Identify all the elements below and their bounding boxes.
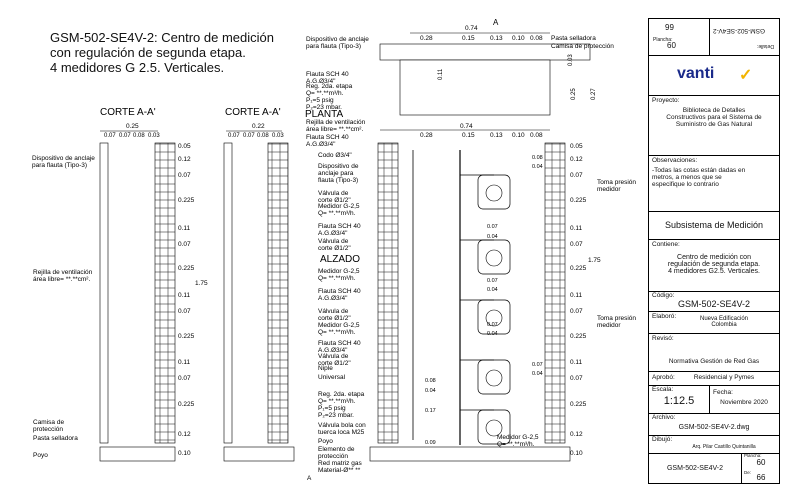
tb-reviso-row [649, 333, 779, 372]
planta-vert-2: 0.03 [568, 54, 574, 66]
alzado-dim-3: 0.13 [490, 132, 503, 139]
left-anclaje-label: Dispositivo de anclaje para flauta (Tipo-3) [32, 155, 95, 169]
alzado-label-6: Medidor G-2,5 Q= **.**m³/h. [318, 268, 360, 282]
medidor-bottom-label: Medidor G-2,5 Q= **.**m³/h. [497, 434, 539, 448]
tb-escala-row [649, 385, 779, 414]
left-camisa-label: Camisa de protección [33, 419, 65, 433]
meter-0 [478, 175, 510, 209]
vdim-left-9: 0.225 [178, 333, 195, 340]
tb-dibujo-row [649, 435, 779, 454]
vdim-left-6: 0.225 [178, 265, 195, 272]
vdim-left-3: 0.225 [178, 197, 195, 204]
tb-proyecto-row [649, 95, 779, 156]
vdim-right-14: 0.10 [570, 450, 583, 457]
alzado-title: ALZADO [320, 254, 361, 265]
alzado-small-dim-2: 0.07 [487, 224, 498, 230]
total-height-left: 1.75 [195, 280, 208, 287]
tb-plancha2: 60 [756, 458, 766, 467]
tb-escala: 1:12.5 [663, 395, 695, 407]
tb-contiene-lbl: Contiene: [652, 241, 680, 248]
tb-code-bottom: GSM-502-SE4V-2 [666, 465, 724, 472]
left-poyo-label: Poyo [33, 452, 48, 459]
vdim-left-5: 0.07 [178, 241, 191, 248]
corte-2-dim-2: 0.07 [243, 133, 255, 139]
corte-2-view [224, 107, 294, 461]
alzado-dim-0: 0.74 [460, 123, 473, 130]
alzado-small-dim-5: 0.04 [487, 287, 498, 293]
alzado-small-dim-1: 0.04 [532, 164, 543, 170]
planta-title: PLANTA [305, 109, 344, 120]
alzado-dim-2: 0.15 [462, 132, 475, 139]
corte-1-view [100, 107, 175, 461]
corte-2-dim-4: 0.03 [272, 133, 284, 139]
corte-1-title: CORTE A-A' [100, 107, 156, 118]
meter-2 [478, 300, 510, 334]
vdim-left-2: 0.07 [178, 172, 191, 179]
vdim-right-6: 0.225 [570, 265, 587, 272]
tb-codigo: GSM-502-SE4V-2 [677, 299, 751, 309]
tb-elaboro-row [649, 311, 779, 334]
planta-dim-1: 0.28 [420, 35, 433, 42]
corte-1-dim-4: 0.03 [148, 133, 160, 139]
alzado-label-2: Válvula de corte Ø1/2" [318, 190, 351, 204]
vanti-check-icon: ✓ [739, 67, 753, 84]
tb-contiene: Centro de medición con regulación de segunda etapa. 4 medidores G2.5. Verticales. [667, 254, 761, 275]
vdim-right-7: 0.11 [570, 292, 583, 299]
alzado-dim-4: 0.10 [512, 132, 525, 139]
tb-proyecto: Biblioteca de Detalles Constructivos para el Sistema de Suministro de Gas Natural [666, 107, 762, 128]
tb-elaboro-lbl: Elaboró: [652, 313, 677, 320]
vdim-left-1: 0.12 [178, 156, 191, 163]
corte-2-dim-1: 0.07 [228, 133, 240, 139]
vdim-left-0: 0.05 [178, 143, 191, 150]
vdim-left-11: 0.07 [178, 375, 191, 382]
tb-detalle-lbl: Detalle: [757, 43, 774, 49]
tb-plancha2-lbl: Plancha: [744, 453, 762, 458]
tb-codigo-lbl: Código: [652, 292, 675, 299]
meter-1 [478, 240, 510, 274]
alzado-label-13: Universal [318, 374, 346, 381]
vdim-right-4: 0.11 [570, 225, 583, 232]
planta-flauta-label: Flauta SCH 40 A.G.Ø3/4" [306, 71, 349, 85]
tb-subsistema-row [649, 211, 779, 240]
alzado-label-0: Codo Ø3/4" [318, 152, 352, 159]
alzado-small-dim-3: 0.04 [487, 234, 498, 240]
section-marker-a: A [493, 18, 499, 27]
tb-plancha-lbl: Plancha: [653, 37, 673, 43]
vdim-left-14: 0.10 [178, 450, 191, 457]
corte-1-dim-2: 0.07 [119, 133, 131, 139]
corte-2-dim-0: 0.22 [252, 123, 265, 130]
planta-vert-3: 0.11 [438, 68, 444, 80]
tb-reviso-lbl: Revisó: [652, 335, 674, 342]
left-rejilla-label: Rejilla de ventilación área libre= **.**cm². [33, 269, 93, 283]
corte-1-dim-1: 0.07 [104, 133, 116, 139]
tb-header [649, 19, 779, 56]
alzado-label-16: Poyo [318, 438, 333, 445]
left-labels [32, 155, 95, 459]
corte-2-title: CORTE A-A' [225, 107, 281, 118]
alzado-label-8: Válvula de corte Ø1/2" [318, 308, 351, 322]
vdim-right-1: 0.12 [570, 156, 583, 163]
alzado-labels [318, 152, 366, 474]
tb-obs-row [649, 155, 779, 212]
planta-sellad-label: Pasta selladora [551, 35, 596, 42]
alzado-label-15: Válvula bola con tuerca loca M25 [318, 422, 366, 436]
alzado-label-18: Red matriz gas Material-Ø** ** [318, 460, 362, 474]
vdim-right-11: 0.07 [570, 375, 583, 382]
tb-aprobo-lbl: Aprobó: [652, 374, 675, 381]
alzado-label-4: Flauta SCH 40 A.G.Ø3/4" [318, 223, 361, 237]
corte-1-dim-0: 0.25 [126, 123, 139, 130]
tb-elaboro: Nueva Edificación Colombia [699, 316, 749, 328]
tb-num-top: 99 [665, 23, 674, 32]
left-sellad-label: Pasta selladora [33, 435, 78, 442]
alzado-label-5: Válvula de corte Ø1/2" [318, 238, 351, 252]
tb-fecha-lbl: Fecha: [713, 389, 733, 396]
alzado-label-14: Reg. 2da. etapa Q= **.**m³/h. P₁=5 psig P₂=23 mbar. [318, 391, 365, 419]
section-marker-a-bottom: A [307, 475, 312, 482]
alzado-small-dim-6: 0.07 [487, 322, 498, 328]
alzado-small-dim-13: 0.09 [425, 440, 436, 446]
vdim-left-8: 0.07 [178, 308, 191, 315]
meter-3 [478, 360, 510, 394]
alzado-small-dim-11: 0.04 [425, 388, 436, 394]
vertical-dimensions-right [570, 143, 587, 457]
alzado-label-1: Dispositivo de anclaje para flauta (Tipo-3) [318, 163, 359, 184]
vertical-dimensions [178, 143, 195, 457]
planta-dim-2: 0.15 [462, 35, 475, 42]
tb-fecha: Noviembre 2020 [720, 399, 768, 406]
tb-escala-lbl: Escala: [652, 386, 674, 393]
vanti-logo: vanti [677, 65, 715, 82]
vdim-left-7: 0.11 [178, 292, 191, 299]
tb-plancha-num: 60 [667, 41, 676, 50]
planta-camisa-label: Camisa de protección [551, 43, 614, 50]
toma-presion-2: Toma presión medidor [597, 315, 637, 329]
alzado-small-dim-7: 0.04 [487, 331, 498, 337]
vdim-left-12: 0.225 [178, 401, 195, 408]
alzado-label-7: Flauta SCH 40 A.G.Ø3/4" [318, 288, 361, 302]
tb-codigo-row [649, 291, 779, 312]
planta-view [305, 18, 597, 120]
alzado-small-dim-4: 0.07 [487, 278, 498, 284]
alzado-dim-1: 0.28 [420, 132, 433, 139]
tb-contiene-row [649, 239, 779, 292]
alzado-small-dim-10: 0.08 [425, 378, 436, 384]
tb-aprobo: Residencial y Pymes [693, 374, 755, 381]
tb-archivo-lbl: Archivo: [652, 414, 676, 421]
vdim-left-4: 0.11 [178, 225, 191, 232]
vdim-right-13: 0.12 [570, 431, 583, 438]
alzado-small-dim-9: 0.04 [532, 371, 543, 377]
planta-flauta2-label: Flauta SCH 40 A.G.Ø3/4" [306, 134, 349, 148]
drawing-title: GSM-502-SE4V-2: Centro de medición con regulación de segunda etapa. 4 medidores G 2.5. Verticales. [50, 30, 274, 75]
planta-dim-4: 0.10 [512, 35, 525, 42]
tb-code-rot: GSM-502-SE4V-2 [713, 27, 766, 34]
tb-bottom-row [649, 453, 779, 483]
alzado-label-10: Flauta SCH 40 A.G.Ø3/4" [318, 340, 361, 354]
vdim-right-3: 0.225 [570, 197, 587, 204]
corte-1-dim-3: 0.08 [133, 133, 145, 139]
vdim-right-8: 0.07 [570, 308, 583, 315]
tb-obs-lbl: Observaciones: [652, 157, 698, 164]
right-labels [497, 179, 636, 448]
tb-de-lbl: De: [744, 470, 752, 475]
tb-proyecto-lbl: Proyecto: [652, 97, 680, 104]
planta-anclaje-label: Dispositivo de anclaje para flauta (Tipo-3) [306, 36, 369, 50]
total-height-right: 1.75 [588, 257, 601, 264]
alzado-label-11: Válvula de corte Ø1/2" [318, 353, 351, 367]
tb-aprobo-row [649, 371, 779, 386]
alzado-small-dim-12: 0.17 [425, 408, 436, 414]
planta-vert-0: 0.25 [571, 88, 577, 100]
alzado-small-dim-8: 0.07 [532, 362, 543, 368]
tb-subsistema: Subsistema de Medición [664, 220, 764, 230]
vdim-right-0: 0.05 [570, 143, 583, 150]
vdim-right-2: 0.07 [570, 172, 583, 179]
tb-de: 66 [756, 473, 766, 482]
alzado-small-dim-0: 0.08 [532, 155, 543, 161]
vdim-right-9: 0.225 [570, 333, 587, 340]
tb-archivo-row [649, 413, 779, 436]
corte-2-dim-3: 0.08 [257, 133, 269, 139]
planta-rejilla-label: Rejilla de ventilación área libre= **.**cm². [306, 119, 366, 133]
vdim-left-10: 0.11 [178, 359, 191, 366]
vdim-right-12: 0.225 [570, 401, 587, 408]
planta-dim-5: 0.08 [530, 35, 543, 42]
toma-presion-1: Toma presión medidor [597, 179, 637, 193]
title-block [648, 18, 780, 484]
planta-dim-3: 0.13 [490, 35, 503, 42]
planta-reg-label: Reg. 2da. etapa Q= **.**m³/h. P₁=5 psig P₂=23 mbar. [306, 83, 353, 111]
alzado-dim-5: 0.08 [530, 132, 543, 139]
alzado-label-9: Medidor G-2,5 Q= **.**m³/h. [318, 322, 360, 336]
vdim-right-5: 0.07 [570, 241, 583, 248]
alzado-label-3: Medidor G-2,5 Q= **.**m³/h. [318, 203, 360, 217]
planta-dim-0: 0.74 [465, 25, 478, 32]
alzado-label-17: Elemento de protección [318, 446, 355, 460]
tb-dibujo: Arq. Pilar Castillo Quintanilla [692, 444, 756, 450]
vdim-left-13: 0.12 [178, 431, 191, 438]
alzado-label-12: Niple [318, 365, 333, 372]
tb-dibujo-lbl: Dibujó: [652, 436, 673, 443]
tb-archivo: GSM-502-SE4V-2.dwg [678, 424, 750, 431]
planta-vert-1: 0.27 [591, 88, 597, 100]
tb-logo-row [649, 55, 779, 96]
tb-obs: -Todas las cotas están dadas en metros, a menos que se especifique lo contrario [652, 167, 746, 188]
vdim-right-10: 0.11 [570, 359, 583, 366]
tb-normativa: Normativa Gestión de Red Gas [668, 358, 760, 365]
